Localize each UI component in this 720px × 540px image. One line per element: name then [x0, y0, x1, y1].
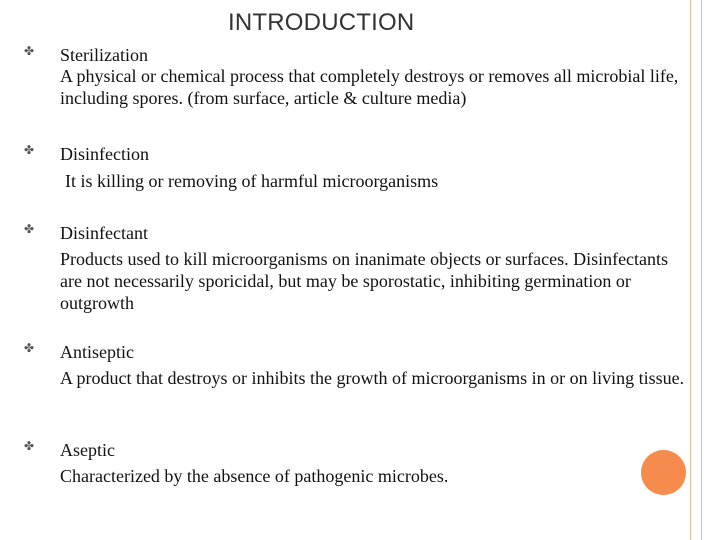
item-body: It is killing or removing of harmful microorganisms [65, 171, 439, 191]
item-heading: Aseptic [60, 440, 115, 460]
item-body: A product that destroys or inhibits the growth of microorganisms in or on living tissue. [60, 368, 685, 388]
item-body: A physical or chemical process that completely destroys or removes all microbial life, including spores. (from surface, article & culture media) [60, 66, 679, 108]
decorative-circle [641, 450, 686, 495]
slide-title: INTRODUCTION [228, 9, 415, 36]
item-body: Products used to kill microorganisms on inanimate objects or surfaces. Disinfectants are not necessarily sporicidal, but may be sporostatic, inhibiting germination or outgrowth [60, 249, 669, 313]
item-body: Characterized by the absence of pathogenic microbes. [60, 466, 449, 486]
item-heading: Disinfectant [60, 223, 148, 243]
right-border-rule [690, 0, 702, 540]
item-heading: Antiseptic [60, 342, 134, 362]
four-leaf-bullet-icon: ✤ [24, 143, 35, 157]
four-leaf-bullet-icon: ✤ [24, 439, 35, 453]
item-heading: Disinfection [60, 144, 149, 164]
four-leaf-bullet-icon: ✤ [24, 44, 35, 58]
four-leaf-bullet-icon: ✤ [24, 222, 35, 236]
four-leaf-bullet-icon: ✤ [24, 341, 35, 355]
item-heading: Sterilization [60, 45, 148, 65]
